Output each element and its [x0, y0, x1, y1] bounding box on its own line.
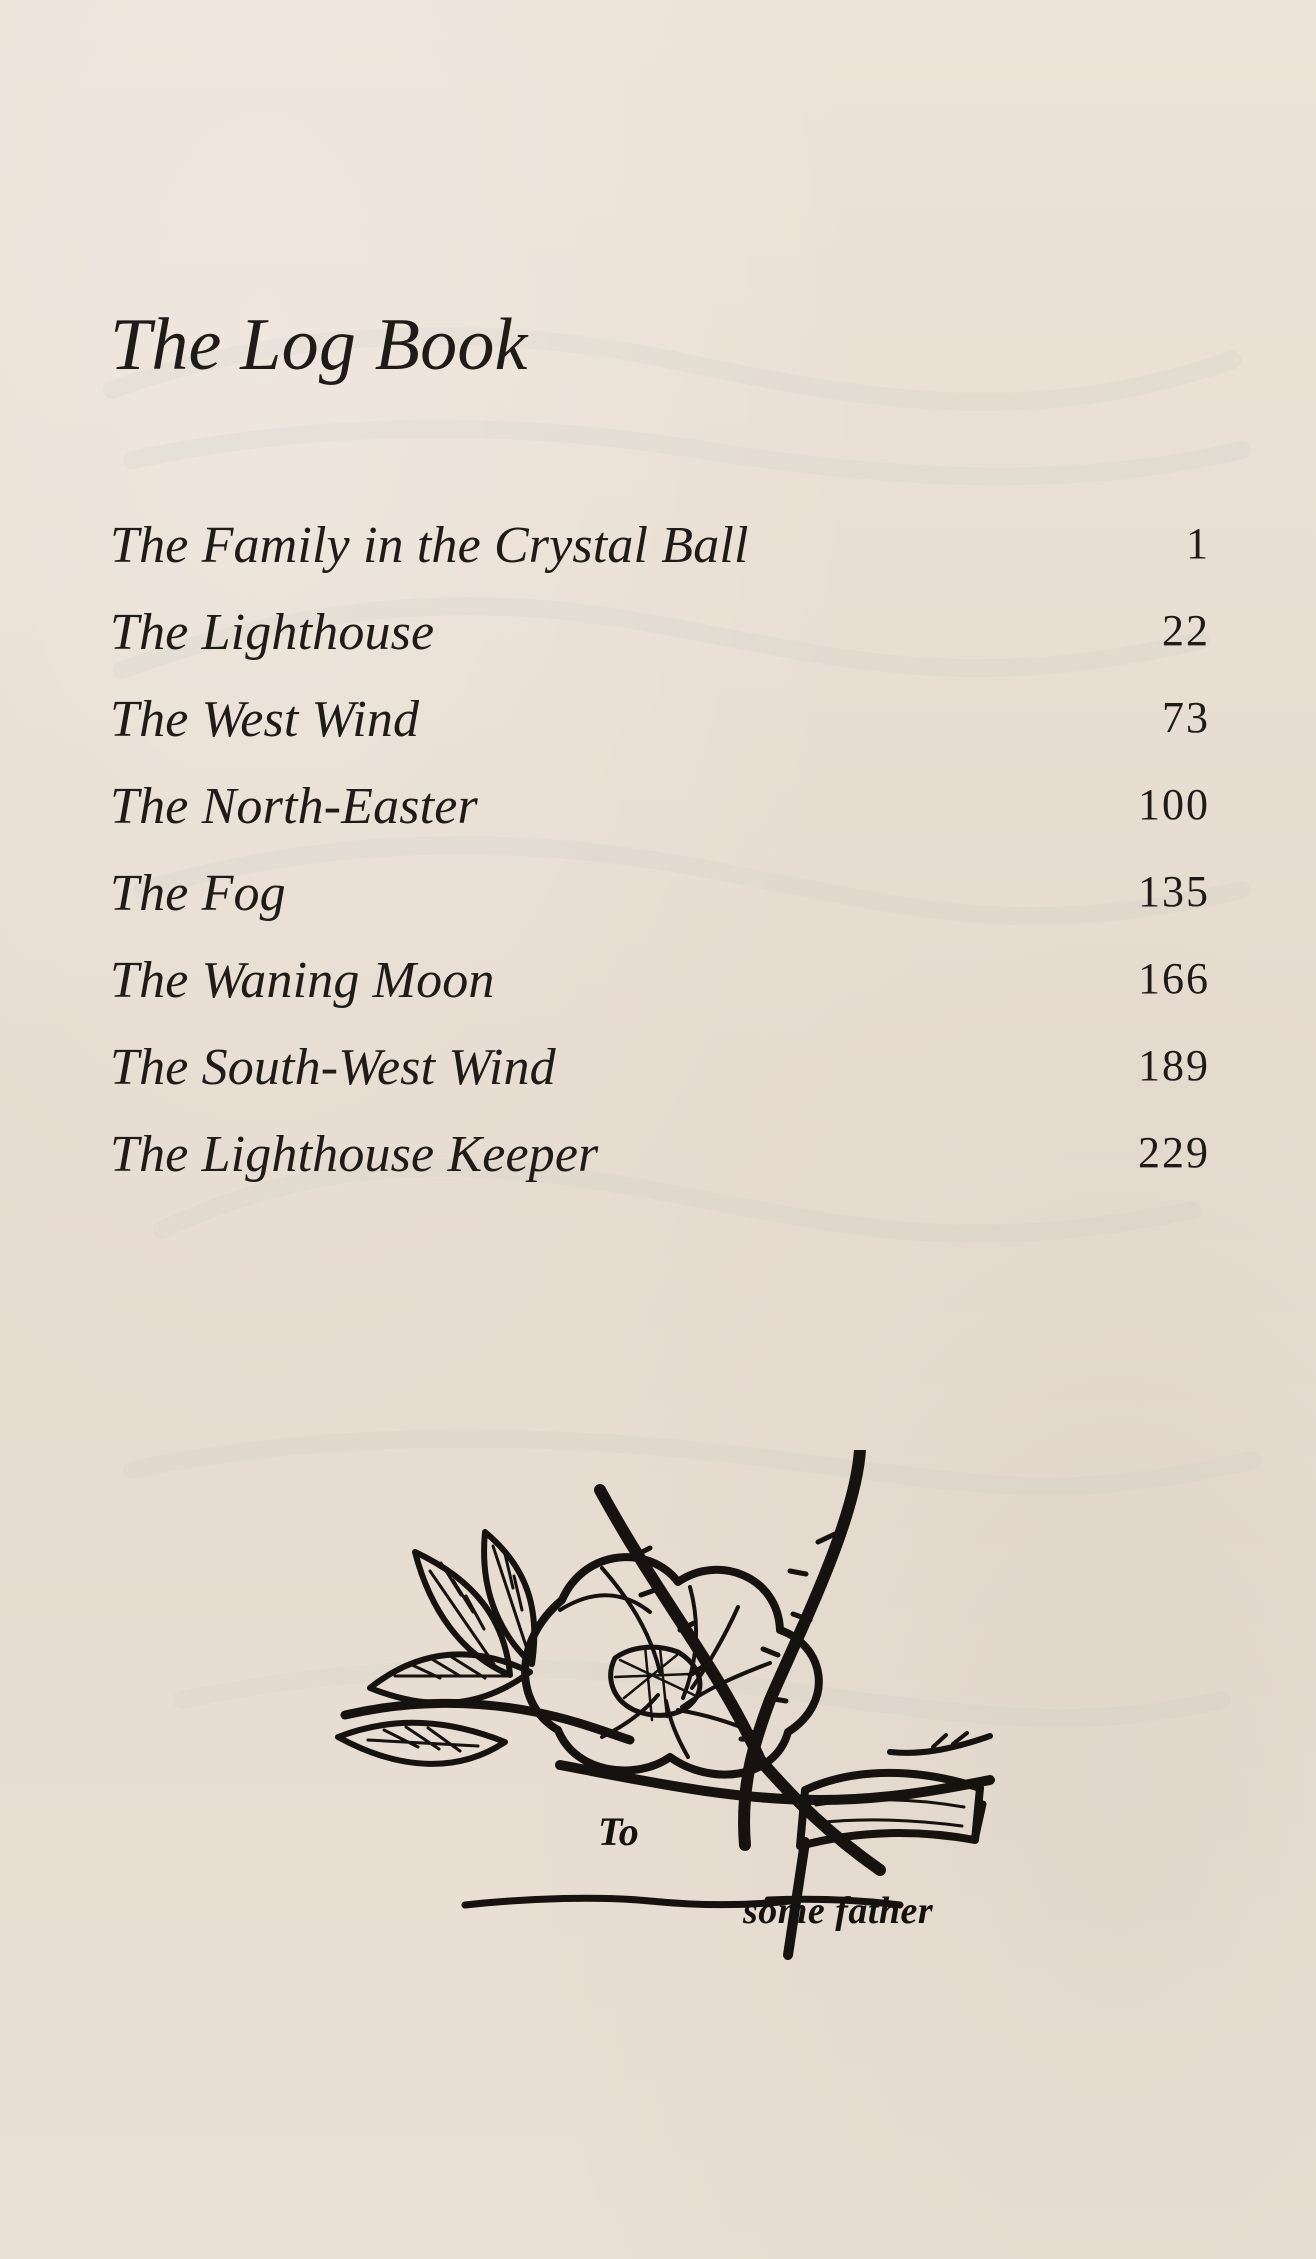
list-item [110, 865, 1210, 955]
list-item [110, 691, 1210, 781]
page-number: 229 [1138, 1128, 1210, 1177]
list-item [110, 1126, 1210, 1216]
chapter-title: The West Wind [110, 691, 420, 748]
list-item [110, 952, 1210, 1042]
page-number: 22 [1162, 606, 1210, 655]
chapter-title: The North-Easter [110, 778, 478, 835]
list-item [110, 604, 1210, 694]
chapter-title: The South-West Wind [110, 1039, 556, 1096]
page-number: 1 [1186, 519, 1210, 568]
list-item [110, 1039, 1210, 1129]
dedication-name: some father [743, 1890, 934, 1932]
page-number: 73 [1162, 693, 1210, 742]
page-number: 100 [1138, 780, 1210, 829]
table-of-contents [110, 517, 1210, 1216]
page-title: The Log Book [110, 304, 528, 386]
list-item [110, 778, 1210, 868]
chapter-title: The Family in the Crystal Ball [110, 517, 749, 574]
page-number: 135 [1138, 867, 1210, 916]
list-item [110, 517, 1210, 607]
dedication-to: To [598, 1809, 639, 1854]
chapter-title: The Waning Moon [110, 952, 495, 1009]
chapter-title: The Fog [110, 865, 286, 922]
chapter-title: The Lighthouse Keeper [110, 1126, 599, 1183]
page-number: 189 [1138, 1041, 1210, 1090]
chapter-title: The Lighthouse [110, 604, 435, 661]
page-number: 166 [1138, 954, 1210, 1003]
